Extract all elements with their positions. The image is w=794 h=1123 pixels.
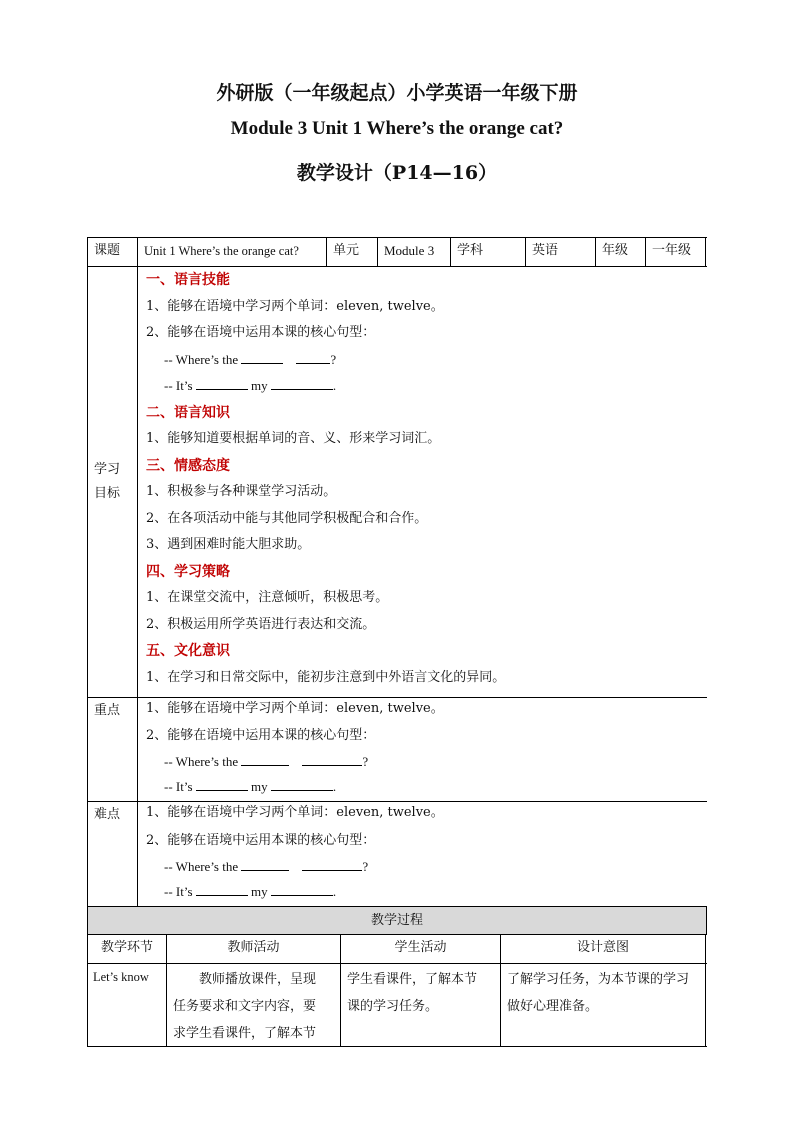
col-stage-header: 教学环节 bbox=[88, 935, 167, 963]
design-subtitle: 教学设计（P14—16） bbox=[296, 162, 498, 184]
sentence-pattern bbox=[146, 749, 707, 775]
col-student-header: 学生活动 bbox=[341, 935, 501, 963]
section-title: 五、文化意识 bbox=[146, 643, 230, 659]
student-activity-line: 课的学习任务。 bbox=[347, 999, 439, 1014]
objectives-label-line2: 目标 bbox=[94, 486, 121, 501]
objective-line: 2、在各项活动中能与其他同学积极配合和合作。 bbox=[146, 510, 428, 526]
col-intent-header: 设计意图 bbox=[501, 935, 706, 963]
design-intent-line: 做好心理准备。 bbox=[507, 999, 599, 1014]
objective-line: 3、遇到困难时能大胆求助。 bbox=[146, 537, 311, 552]
document-title: 外研版（一年级起点）小学英语一年级下册 bbox=[216, 82, 578, 104]
difficulties-row bbox=[88, 802, 707, 907]
keypoints-content bbox=[138, 698, 707, 801]
blank-line bbox=[302, 856, 362, 871]
section-title: 一、语言技能 bbox=[146, 272, 230, 288]
sentence-pattern bbox=[146, 775, 707, 799]
pattern-text: my bbox=[251, 378, 268, 393]
pattern-text: -- Where’s the bbox=[164, 859, 239, 874]
teacher-activity-line: 教师播放课件，呈现 bbox=[199, 972, 317, 987]
section-title: 二、语言知识 bbox=[146, 404, 230, 421]
objectives-label-line1: 学习 bbox=[94, 462, 121, 477]
difficulty-line: 2、能够在语境中运用本课的核心句型： bbox=[146, 833, 376, 848]
sentence-pattern bbox=[146, 373, 707, 400]
keypoint-line: 1、能够在语境中学习两个单词：eleven, twelve。 bbox=[146, 701, 444, 716]
student-activity-line: 学生看课件，了解本节 bbox=[347, 972, 478, 987]
pattern-text: . bbox=[332, 779, 337, 794]
subject-value: 英语 bbox=[526, 238, 596, 266]
teacher-activity-cell bbox=[167, 964, 341, 1046]
process-title: 教学过程 bbox=[88, 907, 707, 935]
info-row bbox=[88, 238, 707, 267]
grade-label: 年级 bbox=[596, 238, 646, 266]
blank-line bbox=[271, 776, 333, 791]
pattern-text: -- It’s bbox=[164, 884, 193, 899]
objective-line: 1、积极参与各种课堂学习活动。 bbox=[146, 484, 337, 499]
section-title: 四、学习策略 bbox=[146, 563, 230, 580]
difficulties-label: 难点 bbox=[88, 802, 138, 906]
difficulties-content bbox=[138, 802, 707, 906]
section-title: 三、情感态度 bbox=[146, 457, 230, 474]
pattern-text: ? bbox=[362, 859, 369, 874]
blank-line bbox=[296, 349, 330, 364]
stage-cell: Let’s know bbox=[88, 964, 167, 1046]
lesson-plan-table bbox=[87, 237, 707, 1047]
blank-line bbox=[302, 751, 362, 766]
blank-line bbox=[241, 751, 289, 766]
pattern-text: my bbox=[251, 884, 268, 899]
course-label: 课题 bbox=[88, 238, 138, 266]
objective-line: 1、在学习和日常交际中，能初步注意到中外语言文化的异同。 bbox=[146, 669, 506, 685]
grade-value: 一年级 bbox=[646, 238, 706, 266]
keypoint-line: 2、能够在语境中运用本课的核心句型： bbox=[146, 728, 376, 743]
blank-line bbox=[241, 349, 283, 364]
difficulty-line: 1、能够在语境中学习两个单词：eleven, twelve。 bbox=[146, 805, 444, 820]
design-intent-cell bbox=[501, 964, 706, 1046]
blank-line bbox=[196, 375, 248, 390]
teacher-activity-line: 求学生看课件，了解本节 bbox=[173, 1026, 317, 1041]
pattern-text: . bbox=[332, 378, 337, 393]
pattern-text: -- It’s bbox=[164, 378, 193, 393]
blank-line bbox=[241, 856, 289, 871]
objective-line: 2、能够在语境中运用本课的核心句型： bbox=[146, 325, 376, 340]
unit-label: 单元 bbox=[327, 238, 378, 266]
blank-line bbox=[196, 776, 248, 791]
blank-line bbox=[196, 881, 248, 896]
pattern-text: my bbox=[251, 779, 268, 794]
sentence-pattern bbox=[146, 347, 707, 374]
pattern-text: ? bbox=[330, 351, 337, 367]
lesson-title: Module 3 Unit 1 Where’s the orange cat? bbox=[230, 118, 564, 139]
objectives-label bbox=[88, 267, 138, 697]
objective-line: 1、在课堂交流中，注意倾听，积极思考。 bbox=[146, 590, 389, 605]
blank-line bbox=[271, 881, 333, 896]
student-activity-cell bbox=[341, 964, 501, 1046]
pattern-text: -- Where’s the bbox=[164, 351, 239, 367]
blank-line bbox=[271, 375, 333, 390]
objectives-content bbox=[138, 267, 707, 697]
keypoints-label: 重点 bbox=[88, 698, 138, 801]
sentence-pattern bbox=[146, 854, 707, 880]
sentence-pattern bbox=[146, 880, 707, 904]
objective-line: 1、能够知道要根据单词的音、义、形来学习词汇。 bbox=[146, 431, 441, 446]
col-teacher-header: 教师活动 bbox=[167, 935, 341, 963]
teacher-activity-line: 任务要求和文字内容，要 bbox=[173, 999, 317, 1014]
pattern-text: . bbox=[332, 884, 337, 899]
unit-value: Module 3 bbox=[378, 238, 451, 266]
process-row bbox=[88, 964, 707, 1047]
objectives-row bbox=[88, 267, 707, 698]
objective-line: 1、能够在语境中学习两个单词：eleven, twelve。 bbox=[146, 298, 444, 314]
keypoints-row bbox=[88, 698, 707, 802]
objective-line: 2、积极运用所学英语进行表达和交流。 bbox=[146, 616, 376, 632]
process-header-row bbox=[88, 935, 707, 964]
course-value: Unit 1 Where’s the orange cat? bbox=[138, 238, 327, 266]
pattern-text: -- Where’s the bbox=[164, 754, 239, 769]
pattern-text: ? bbox=[362, 754, 369, 769]
pattern-text: -- It’s bbox=[164, 779, 193, 794]
subject-label: 学科 bbox=[451, 238, 526, 266]
design-intent-line: 了解学习任务，为本节课的学习 bbox=[507, 972, 690, 987]
